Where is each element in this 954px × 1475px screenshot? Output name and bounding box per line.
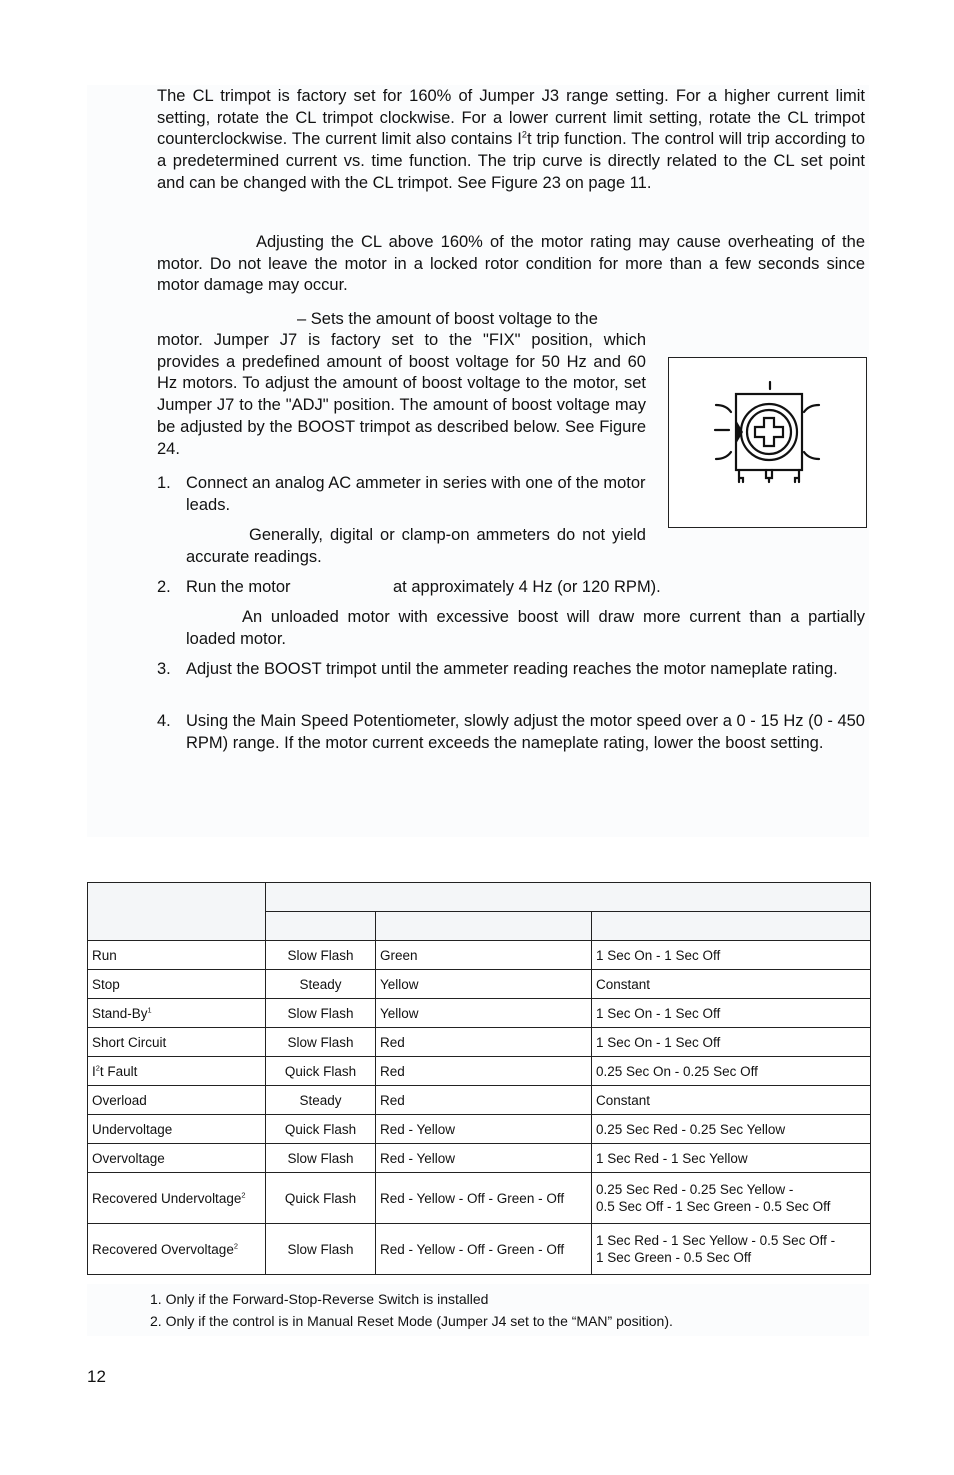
header-condition-cell [88, 883, 266, 941]
timing-cell: Constant [592, 1086, 871, 1115]
timing-cell: 1 Sec On - 1 Sec Off [592, 1028, 871, 1057]
color-cell: Red - Yellow [376, 1115, 592, 1144]
table-row [88, 1224, 871, 1275]
color-cell: Yellow [376, 999, 592, 1028]
status-led-table [87, 882, 871, 1275]
flash-cell: Slow Flash [266, 1224, 376, 1275]
flash-cell: Quick Flash [266, 1115, 376, 1144]
timing-cell: 1 Sec Red - 1 Sec Yellow [592, 1144, 871, 1173]
color-cell: Red [376, 1028, 592, 1057]
condition-cell: Stand-By$^1$ [88, 999, 266, 1028]
color-cell: Yellow [376, 970, 592, 999]
flash-cell: Quick Flash [266, 1173, 376, 1224]
step-3-text: Adjust the BOOST trimpot until the ammeter reading reaches the motor nameplate rating. [186, 660, 838, 678]
color-cell: Red - Yellow - Off - Green - Off [376, 1224, 592, 1275]
table-row [88, 941, 871, 970]
condition-cell: Stop [88, 970, 266, 999]
step-1-text: Connect an analog AC ammeter in series with one of the motor leads. [186, 474, 646, 514]
step-2-text-b: at approximately 4 Hz (or 120 RPM). [393, 578, 661, 596]
table-header-row [88, 883, 871, 912]
page-number: 12 [87, 1367, 106, 1386]
step-2-text-a: Run the motor [186, 578, 291, 596]
trimpot-figure [668, 357, 867, 528]
table-row [88, 970, 871, 999]
color-cell: Green [376, 941, 592, 970]
table-row [88, 1173, 871, 1224]
timing-cell: 0.25 Sec Red - 0.25 Sec Yellow - 0.5 Sec Off - 1 Sec Green - 0.5 Sec Off [592, 1173, 871, 1224]
condition-cell: Short Circuit [88, 1028, 266, 1057]
flash-cell: Steady [266, 970, 376, 999]
cl-warning-paragraph: Adjusting the CL above 160% of the motor rating may cause overheating of the motor. Do not leave the motor in a locked rotor condition for more than a few seconds since motor damage may occur. [157, 233, 865, 295]
step-3-number: 3. [157, 660, 171, 678]
timing-cell: 0.25 Sec On - 0.25 Sec Off [592, 1057, 871, 1086]
header-flash-cell [266, 912, 376, 941]
cl-trimpot-paragraph: The CL trimpot is factory set for 160% of Jumper J3 range setting. For a higher current limit setting, rotate the CL trimpot clockwise. For a lower current limit setting, rotate the CL trimpot counterclockwise. The current limit also contains $I^2t$ trip function. The control will trip according to a predetermined current vs. time function. The trip curve is directly related to the CL set point and can be changed with the CL trimpot. See Figure 23 on page 11. [157, 87, 865, 192]
step-1-number: 1. [157, 474, 171, 492]
timing-cell: Constant [592, 970, 871, 999]
flash-cell: Slow Flash [266, 941, 376, 970]
table-row [88, 1028, 871, 1057]
step-2-number: 2. [157, 578, 171, 596]
boost-intro-paragraph: motor. Jumper J7 is factory set to the "FIX" position, which provides a predefined amount of boost voltage for 50 Hz and 60 Hz motors. To adjust the amount of boost voltage to the motor, set Jumper J7 to the "ADJ" position. The amount of boost voltage may be adjusted by the BOOST trimpot as described below. See Figure 24. [157, 331, 646, 458]
timing-cell: 1 Sec On - 1 Sec Off [592, 941, 871, 970]
condition-cell: $I^2t$ Fault [88, 1057, 266, 1086]
color-cell: Red [376, 1057, 592, 1086]
step-4-text: Using the Main Speed Potentiometer, slowly adjust the motor speed over a 0 - 15 Hz (0 - 450 RPM) range. If the motor current exceeds the nameplate rating, lower the boost setting. [186, 712, 865, 752]
table-row [88, 999, 871, 1028]
boost-intro-first-line: – Sets the amount of boost voltage to the [297, 310, 598, 328]
footnote-1: 1. Only if the Forward-Stop-Reverse Switch is installed [150, 1291, 489, 1307]
flash-cell: Slow Flash [266, 1144, 376, 1173]
color-cell: Red - Yellow - Off - Green - Off [376, 1173, 592, 1224]
condition-cell: Overvoltage [88, 1144, 266, 1173]
footnote-2: 2. Only if the control is in Manual Reset Mode (Jumper J4 set to the “MAN” position). [150, 1313, 673, 1329]
condition-cell: Recovered Overvoltage$^2$ [88, 1224, 266, 1275]
flash-cell: Quick Flash [266, 1057, 376, 1086]
step-4-number: 4. [157, 712, 171, 730]
timing-cell: 0.25 Sec Red - 0.25 Sec Yellow [592, 1115, 871, 1144]
flash-cell: Slow Flash [266, 1028, 376, 1057]
color-cell: Red [376, 1086, 592, 1115]
condition-cell: Recovered Undervoltage$^2$ [88, 1173, 266, 1224]
table-row [88, 1144, 871, 1173]
condition-cell: Run [88, 941, 266, 970]
flash-cell: Slow Flash [266, 999, 376, 1028]
color-cell: Red - Yellow [376, 1144, 592, 1173]
table-row [88, 1057, 871, 1086]
header-timing-cell [592, 912, 871, 941]
timing-cell: 1 Sec On - 1 Sec Off [592, 999, 871, 1028]
trimpot-icon [669, 358, 866, 527]
unloaded-note: An unloaded motor with excessive boost will draw more current than a partially loaded motor. [186, 608, 865, 648]
header-group-cell [266, 883, 871, 912]
condition-cell: Undervoltage [88, 1115, 266, 1144]
condition-cell: Overload [88, 1086, 266, 1115]
ammeter-note: Generally, digital or clamp-on ammeters do not yield accurate readings. [186, 526, 646, 566]
header-color-cell [376, 912, 592, 941]
flash-cell: Steady [266, 1086, 376, 1115]
table-row [88, 1115, 871, 1144]
table-row [88, 1086, 871, 1115]
timing-cell: 1 Sec Red - 1 Sec Yellow - 0.5 Sec Off - 1 Sec Green - 0.5 Sec Off [592, 1224, 871, 1275]
